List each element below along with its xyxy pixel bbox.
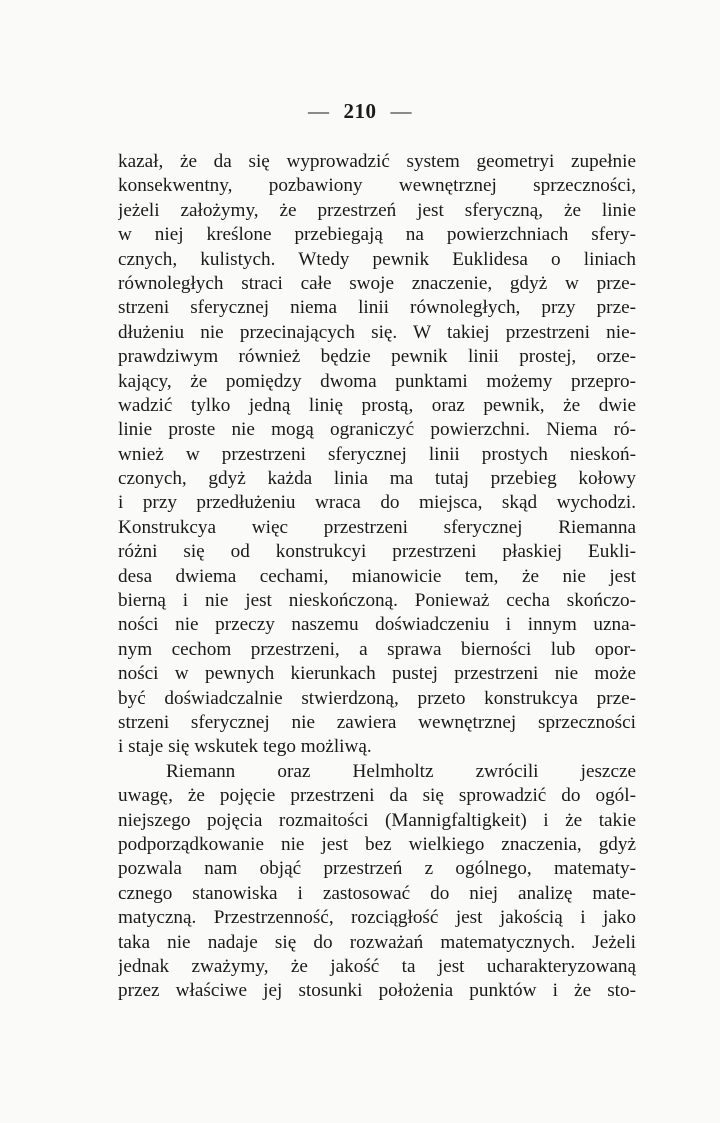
text-line: matyczną. Przestrzenność, rozciągłość jest jakością i jako [118, 907, 636, 929]
text-line: ności nie przeczy naszemu doświadczeniu i innym uzna- [118, 614, 636, 636]
text-line: jeżeli założymy, że przestrzeń jest sferyczną, że linie [118, 199, 636, 221]
text-line: linie proste nie mogą ograniczyć powierzchni. Niema ró- [118, 419, 636, 441]
text-line: desa dwiema cechami, mianowicie tem, że nie jest [118, 565, 636, 587]
text-line: nym cechom przestrzeni, a sprawa bierności lub opor- [118, 638, 636, 660]
page-number-header [0, 99, 720, 124]
text-line: Konstrukcya więc przestrzeni sferycznej Riemanna [118, 516, 636, 538]
text-line: dłużeniu nie przecinających się. W takiej przestrzeni nie- [118, 321, 636, 343]
text-line: konsekwentny, pozbawiony wewnętrznej sprzeczności, [118, 175, 636, 197]
page-number: 210 [343, 99, 377, 123]
body-text [118, 150, 636, 1004]
text-line: czonych, gdyż każda linia ma tutaj przebieg kołowy [118, 468, 636, 490]
text-line: strzeni sferycznej nie zawiera wewnętrznej sprzeczności [118, 711, 636, 733]
text-line: podporządkowanie nie jest bez wielkiego znaczenia, gdyż [118, 833, 636, 855]
text-line: taka nie nadaje się do rozważań matematycznych. Jeżeli [118, 931, 636, 953]
text-line: bierną i nie jest nieskończoną. Ponieważ cecha skończo- [118, 590, 636, 612]
text-line: ności w pewnych kierunkach pustej przestrzeni nie może [118, 663, 636, 685]
text-line: równoległych straci całe swoje znaczenie, gdyż w prze- [118, 272, 636, 294]
text-line: jednak zważymy, że jakość ta jest ucharakteryzowaną [118, 955, 636, 977]
text-line: uwagę, że pojęcie przestrzeni da się sprowadzić do ogól- [118, 785, 636, 807]
text-line: być doświadczalnie stwierdzoną, przeto konstrukcya prze- [118, 687, 636, 709]
text-line: niejszego pojęcia rozmaitości (Mannigfaltigkeit) i że takie [118, 809, 636, 831]
text-line: strzeni sferycznej niema linii równoległych, przy prze- [118, 297, 636, 319]
text-line: wadzić tylko jedną linię prostą, oraz pewnik, że dwie [118, 394, 636, 416]
paragraph-start-line: Riemann oraz Helmholtz zwrócili jeszcze [166, 760, 636, 782]
dash-right: — [390, 99, 412, 123]
text-line: różni się od konstrukcyi przestrzeni płaskiej Eukli- [118, 541, 636, 563]
text-line: cznego stanowiska i zastosować do niej analizę mate- [118, 882, 636, 904]
dash-left: — [308, 99, 330, 123]
text-line: prawdziwym również będzie pewnik linii prostej, orze- [118, 346, 636, 368]
text-line: w niej kreślone przebiegają na powierzchniach sfery- [118, 224, 636, 246]
text-line: i staje się wskutek tego możliwą. [118, 736, 372, 758]
text-line: wnież w przestrzeni sferycznej linii prostych nieskoń- [118, 443, 636, 465]
text-line: i przy przedłużeniu wraca do miejsca, skąd wychodzi. [118, 492, 636, 514]
text-line: kazał, że da się wyprowadzić system geometryi zupełnie [118, 151, 636, 172]
text-line: kający, że pomiędzy dwoma punktami możemy przepro- [118, 370, 636, 392]
text-line: cznych, kulistych. Wtedy pewnik Euklidesa o liniach [118, 248, 636, 270]
text-line: pozwala nam objąć przestrzeń z ogólnego, matematy- [118, 858, 636, 880]
text-line: przez właściwe jej stosunki położenia punktów i że sto- [118, 980, 636, 1002]
